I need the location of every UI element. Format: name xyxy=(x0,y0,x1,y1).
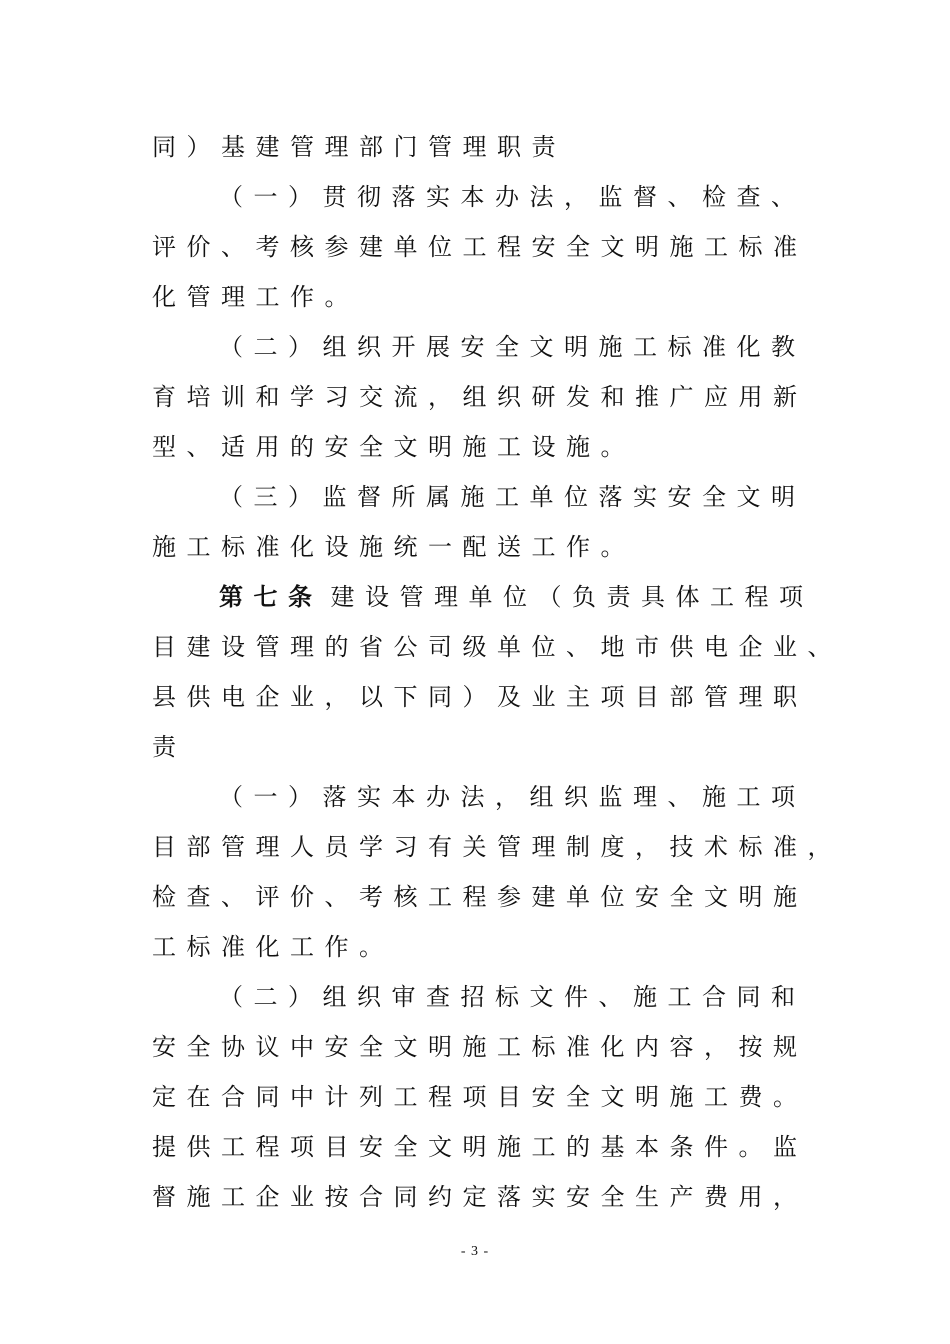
text-line: 工标准化工作。 xyxy=(152,933,394,961)
text-line: 定在合同中计列工程项目安全文明施工费。 xyxy=(152,1083,808,1111)
text-line: 安全协议中安全文明施工标准化内容，按规 xyxy=(152,1033,808,1061)
text-line: （二）组织开展安全文明施工标准化教 xyxy=(219,333,806,361)
text-line: 育培训和学习交流，组织研发和推广应用新 xyxy=(152,383,808,411)
text-line: 县供电企业，以下同）及业主项目部管理职 xyxy=(152,683,808,711)
text-line: 目建设管理的省公司级单位、地市供电企业、 xyxy=(152,633,842,661)
text-line: 责 xyxy=(152,733,187,761)
text-line: 目部管理人员学习有关管理制度，技术标准， xyxy=(152,833,842,861)
article-heading: 第七条 xyxy=(219,582,323,611)
text-line: （三）监督所属施工单位落实安全文明 xyxy=(219,483,806,511)
page-number: - 3 - xyxy=(460,1244,490,1259)
text-line: （一）贯彻落实本办法，监督、检查、 xyxy=(219,183,806,211)
text-line: 评价、考核参建单位工程安全文明施工标准 xyxy=(152,233,808,261)
article-line xyxy=(219,577,879,617)
text-line: 型、适用的安全文明施工设施。 xyxy=(152,433,635,461)
article-text: 建设管理单位（负责具体工程项 xyxy=(330,583,814,611)
text-line: （一）落实本办法，组织监理、施工项 xyxy=(219,783,806,811)
text-line: 督施工企业按合同约定落实安全生产费用， xyxy=(152,1183,808,1211)
text-line: （二）组织审查招标文件、施工合同和 xyxy=(219,983,806,1011)
text-line: 施工标准化设施统一配送工作。 xyxy=(152,533,635,561)
text-line: 同）基建管理部门管理职责 xyxy=(152,133,566,161)
text-line: 化管理工作。 xyxy=(152,283,359,311)
text-line: 检查、评价、考核工程参建单位安全文明施 xyxy=(152,883,808,911)
text-line: 提供工程项目安全文明施工的基本条件。监 xyxy=(152,1133,808,1161)
